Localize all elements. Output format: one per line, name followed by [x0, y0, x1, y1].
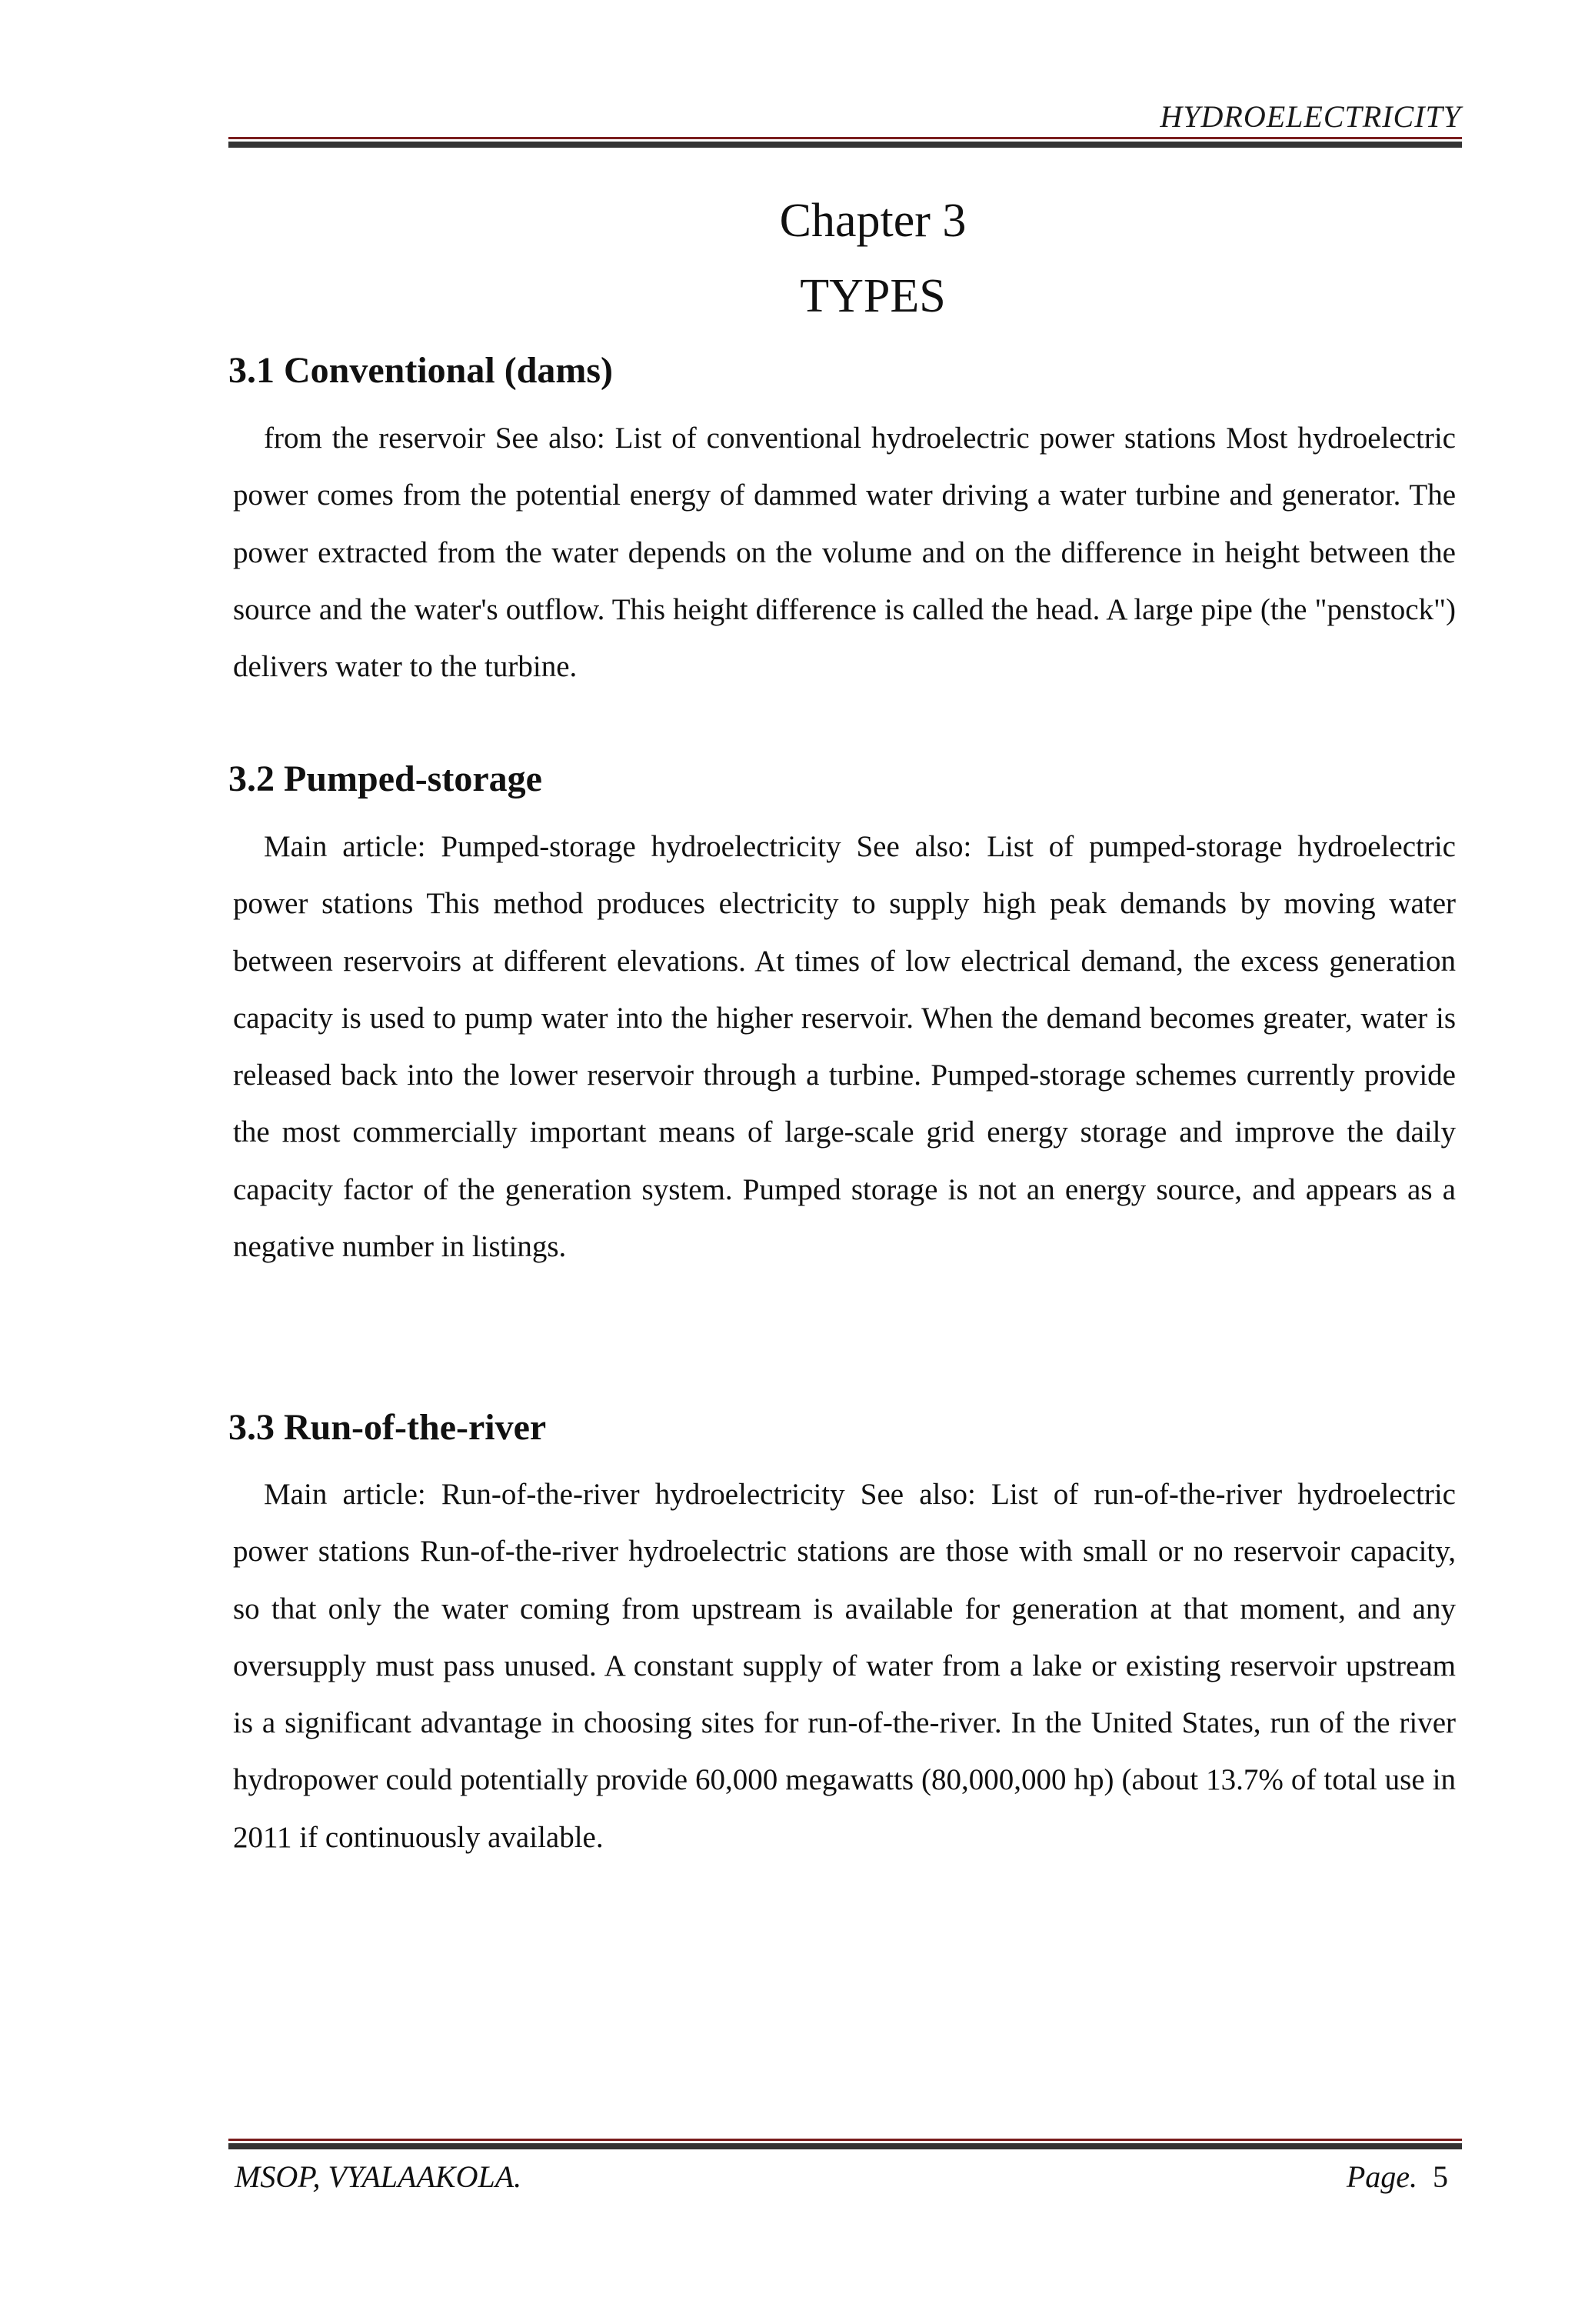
- section-paragraph: Main article: Run-of-the-river hydroelectricity See also: List of run-of-the-river hydroelectric power stations Run-of-the-river hydroelectric stations are those with small or no reservoir capacity, so that only the water coming from upstream is available for generation at that moment, and any oversupply must pass unused. A constant supply of water from a lake or existing reservoir upstream is a significant advantage in choosing sites for run-of-the-river. In the United States, run of the river hydropower could potentially provide 60,000 megawatts (80,000,000 hp) (about 13.7% of total use in 2011 if continuously available.: [233, 1478, 1456, 1854]
- section-heading: 3.2 Pumped-storage: [228, 759, 542, 799]
- chapter-title: TYPES: [800, 270, 946, 322]
- section-paragraph: Main article: Pumped-storage hydroelectricity See also: List of pumped-storage hydroelectric power stations This method produces electricity to supply high peak demands by moving water between reservoirs at different elevations. At times of low electrical demand, the excess generation capacity is used to pump water into the higher reservoir. When the demand becomes greater, water is released back into the lower reservoir through a turbine. Pumped-storage schemes currently provide the most commercially important means of large-scale grid energy storage and improve the daily capacity factor of the generation system. Pumped storage is not an energy source, and appears as a negative number in listings.: [233, 830, 1456, 1264]
- footer-institution: MSOP, VYALAAKOLA.: [235, 2159, 522, 2194]
- chapter-label: Chapter 3: [779, 195, 967, 247]
- section-heading: 3.1 Conventional (dams): [228, 350, 614, 391]
- section-heading: 3.3 Run-of-the-river: [228, 1407, 547, 1448]
- section-paragraph: from the reservoir See also: List of conventional hydroelectric power stations Most hydroelectric power comes from the potential energy of dammed water driving a water turbine and generator. The power extracted from the water depends on the volume and on the difference in height between the source and the water's outflow. This height difference is called the head. A large pipe (the "penstock") delivers water to the turbine.: [233, 422, 1456, 684]
- page-label: Page.: [1346, 2159, 1417, 2194]
- footer-rule: [228, 2139, 1462, 2149]
- header-rule: [228, 137, 1462, 148]
- running-header-title: HYDROELECTRICITY: [1160, 99, 1461, 134]
- page-number: 5: [1433, 2159, 1448, 2194]
- footer-page-number: [1347, 2159, 1448, 2195]
